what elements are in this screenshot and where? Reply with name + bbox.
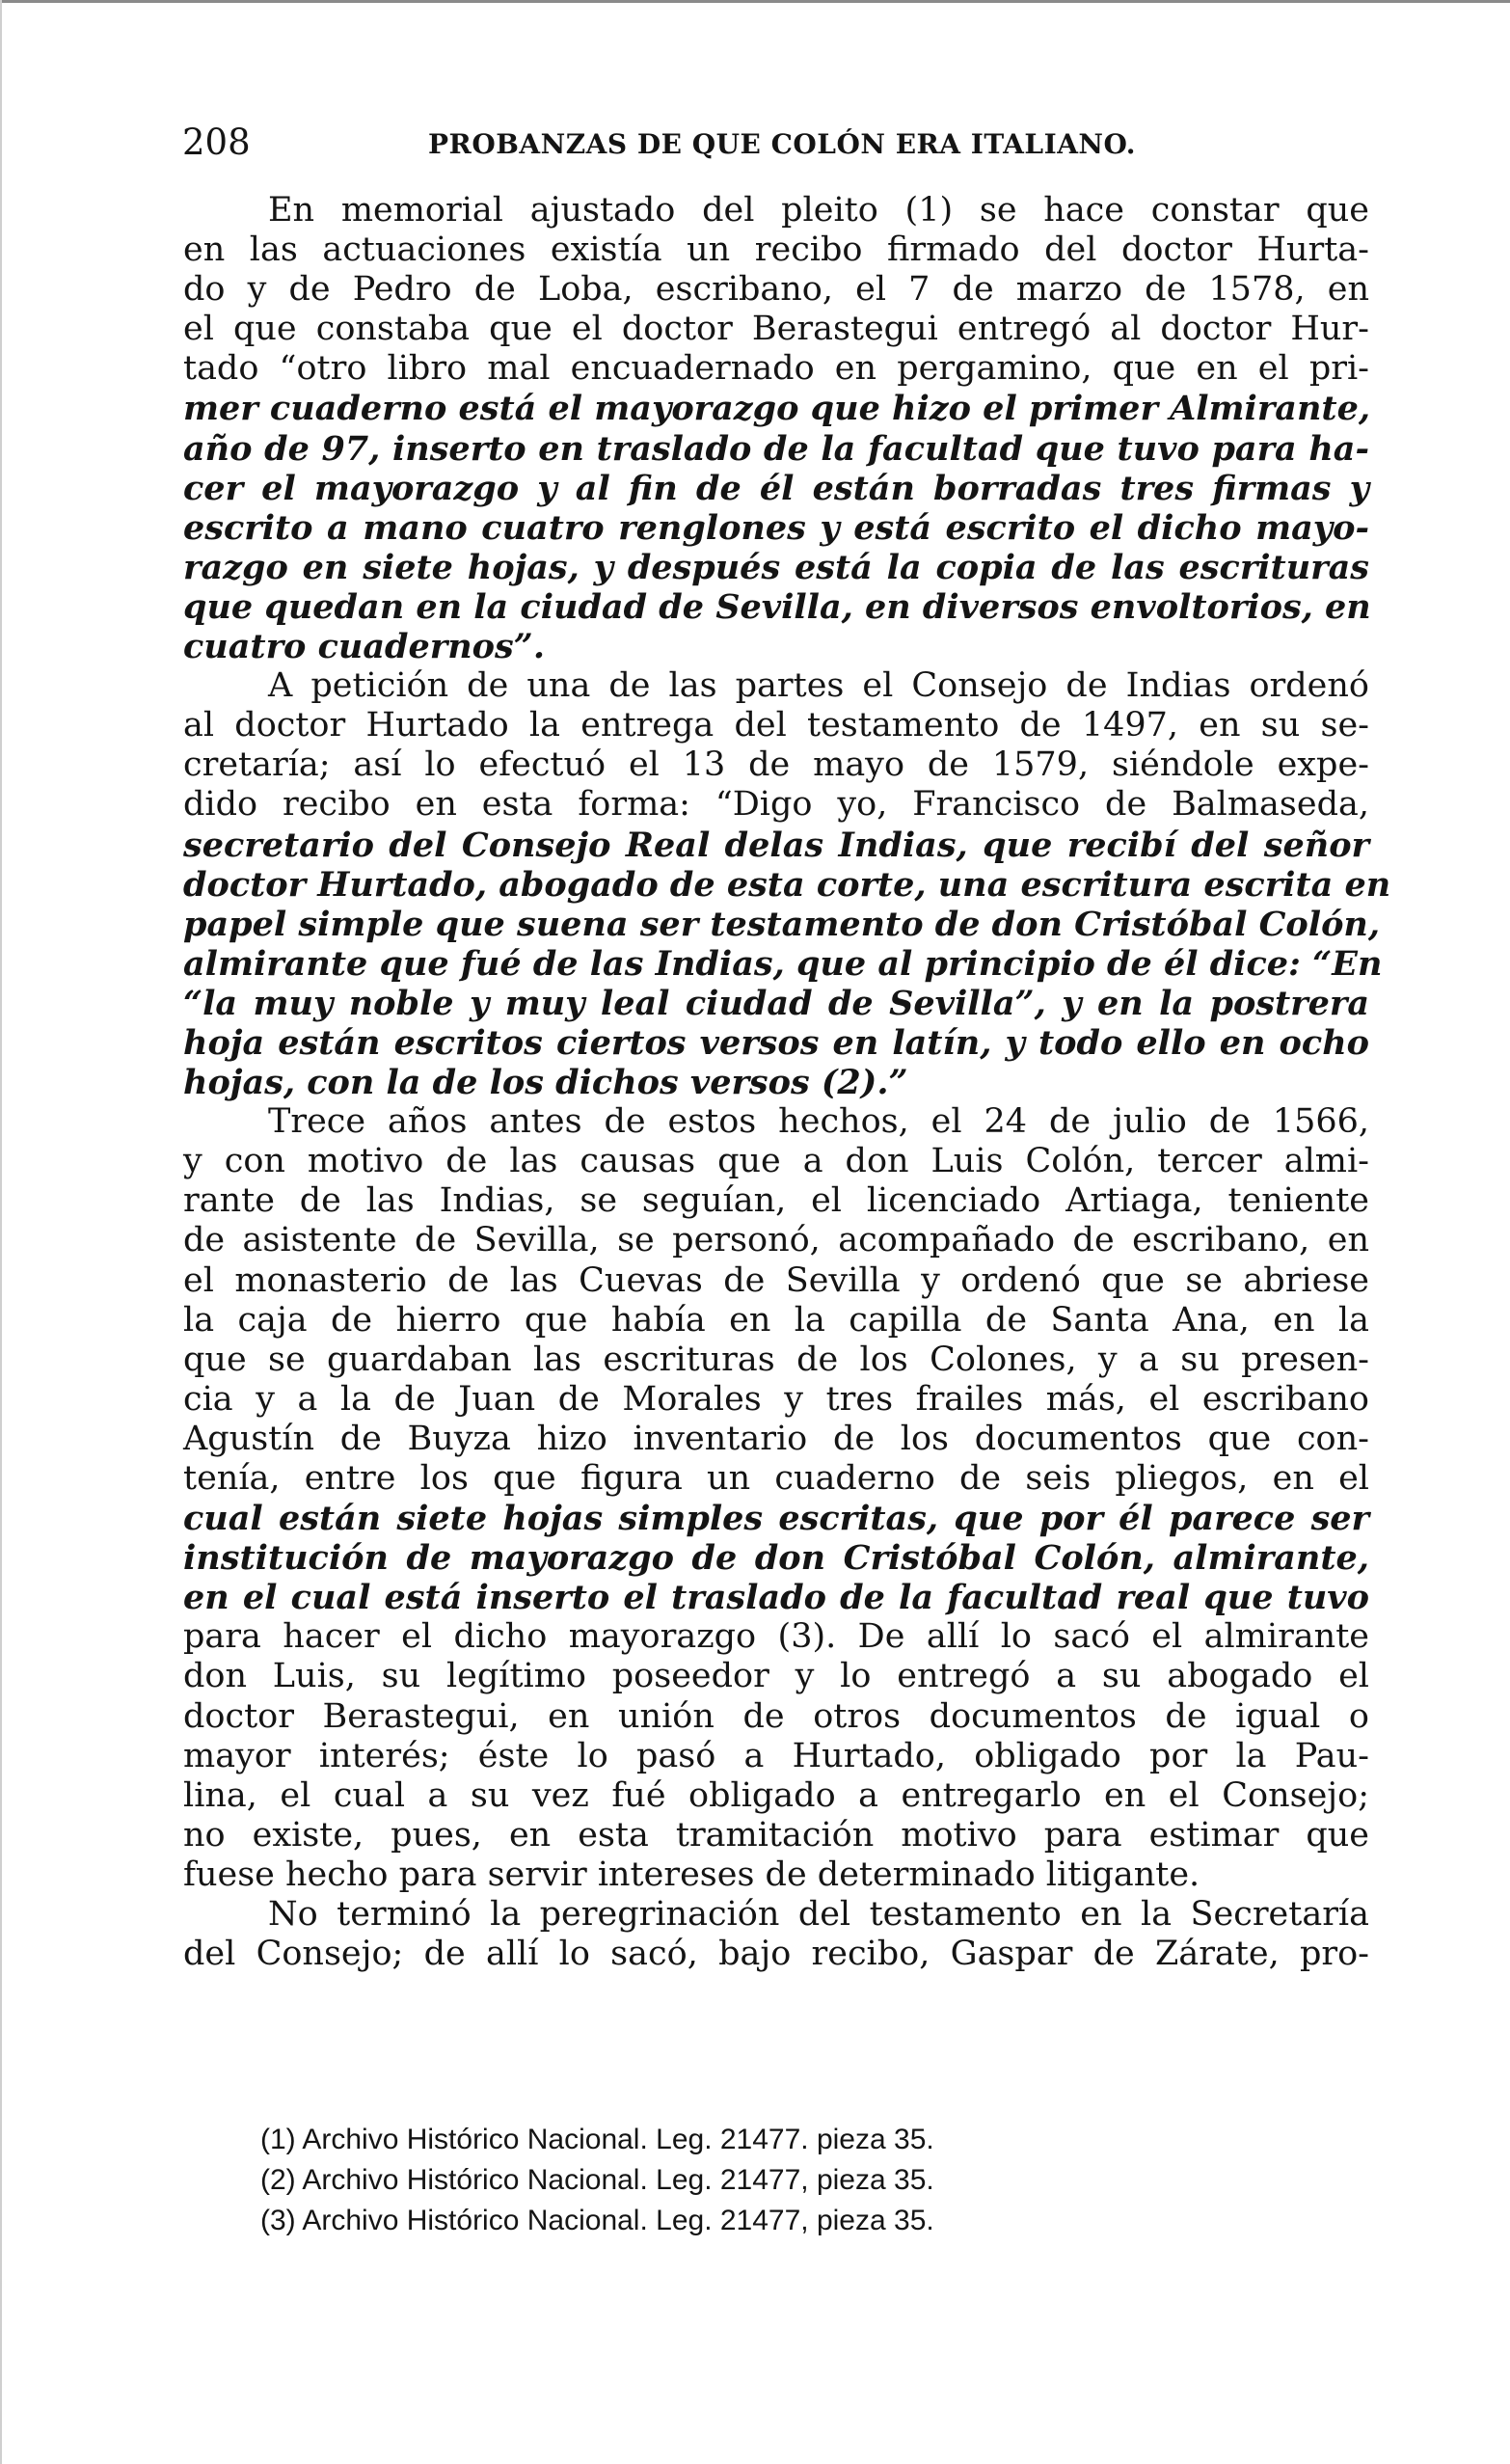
text-line: y con motivo de las causas que a don Luis Colón, tercer almi-: [183, 1142, 1369, 1181]
text-line: en el cual está inserto el traslado de la facultad real que tuvo: [183, 1578, 1369, 1618]
text-line: cretaría; así lo efectuó el 13 de mayo de 1579, siéndole expe-: [183, 745, 1369, 785]
text-line: doctor Hurtado, abogado de esta corte, una escritura escrita en: [183, 864, 1391, 905]
text-line: Trece años antes de estos hechos, el 24 de julio de 1566,: [268, 1102, 1369, 1142]
text-line: que se guardaban las escrituras de los Colones, y a su presen-: [183, 1340, 1369, 1379]
footnote: (3) Archivo Histórico Nacional. Leg. 21477, pieza 35.: [260, 2205, 934, 2236]
text-line: hojas, con la de los dichos versos (2).”: [183, 1063, 908, 1103]
text-line: en las actuaciones existía un recibo firmado del doctor Hurta-: [183, 230, 1369, 270]
text-line: rante de las Indias, se seguían, el licenciado Artiaga, teniente: [183, 1181, 1369, 1221]
text-line: al doctor Hurtado la entrega del testamento de 1497, en su se-: [183, 706, 1369, 745]
text-line: que quedan en la ciudad de Sevilla, en diversos envoltorios, en: [183, 586, 1371, 627]
text-line: do y de Pedro de Loba, escribano, el 7 de marzo de 1578, en: [183, 270, 1369, 310]
text-line: cual están siete hojas simples escritas, que por él parece ser: [183, 1499, 1369, 1539]
text-line: escrito a mano cuatro renglones y está escrito el dicho mayo-: [183, 507, 1369, 548]
text-line: cuatro cuadernos”.: [183, 627, 546, 667]
text-line: cer el mayorazgo y al fin de él están borradas tres firmas y: [183, 468, 1369, 508]
body-text: [183, 191, 1391, 1974]
text-line: secretario del Consejo Real delas Indias, que recibí del señor: [183, 825, 1369, 865]
text-line: En memorial ajustado del pleito (1) se hace constar que: [268, 191, 1369, 230]
text-line: mayor interés; éste lo pasó a Hurtado, obligado por la Pau-: [183, 1736, 1369, 1775]
text-line: A petición de una de las partes el Consejo de Indias ordenó: [268, 666, 1369, 706]
text-line: hoja están escritos ciertos versos en latín, y todo ello en ocho: [183, 1022, 1369, 1063]
text-line: año de 97, inserto en traslado de la facultad que tuvo para ha-: [183, 428, 1369, 469]
left-border: [0, 0, 2, 2464]
text-line: no existe, pues, en esta tramitación motivo para estimar que: [183, 1815, 1369, 1855]
text-line: cia y a la de Juan de Morales y tres frailes más, el escribano: [183, 1379, 1369, 1419]
text-line: del Consejo; de allí lo sacó, bajo recibo, Gaspar de Zárate, pro-: [183, 1935, 1369, 1974]
text-line: don Luis, su legítimo poseedor y lo entregó a su abogado el: [183, 1657, 1369, 1696]
footnote: (1) Archivo Histórico Nacional. Leg. 21477. pieza 35.: [260, 2124, 934, 2155]
text-line: “la muy noble y muy leal ciudad de Sevilla”, y en la postrera: [183, 983, 1369, 1023]
text-line: lina, el cual a su vez fué obligado a entregarlo en el Consejo;: [183, 1775, 1369, 1815]
text-line: razgo en siete hojas, y después está la copia de las escrituras: [183, 547, 1369, 587]
page-number: 208: [182, 122, 251, 163]
text-line: No terminó la peregrinación del testamento en la Secretaría: [268, 1895, 1369, 1935]
text-line: tado “otro libro mal encuadernado en pergamino, que en el pri-: [183, 349, 1369, 389]
top-border: [0, 0, 1510, 3]
page-header: [182, 122, 1368, 164]
text-line: Agustín de Buyza hizo inventario de los documentos que con-: [183, 1419, 1369, 1458]
text-line: la caja de hierro que había en la capilla de Santa Ana, en la: [183, 1300, 1369, 1340]
text-line: almirante que fué de las Indias, que al principio de él dice: “En: [183, 943, 1383, 984]
text-line: institución de mayorazgo de don Cristóbal Colón, almirante,: [183, 1538, 1369, 1579]
text-line: fuese hecho para servir intereses de determinado litigante.: [183, 1855, 1200, 1894]
text-line: para hacer el dicho mayorazgo (3). De allí lo sacó el almirante: [183, 1617, 1369, 1657]
footnotes: [260, 2120, 1369, 2241]
text-line: el monasterio de las Cuevas de Sevilla y ordenó que se abriese: [183, 1260, 1369, 1300]
text-line: el que constaba que el doctor Berastegui entregó al doctor Hur-: [183, 310, 1369, 349]
text-line: dido recibo en esta forma: “Digo yo, Francisco de Balmaseda,: [183, 785, 1369, 825]
text-line: doctor Berastegui, en unión de otros documentos de igual o: [183, 1696, 1369, 1736]
footnote: (2) Archivo Histórico Nacional. Leg. 21477, pieza 35.: [260, 2164, 934, 2196]
text-line: mer cuaderno está el mayorazgo que hizo el primer Almirante,: [183, 389, 1371, 429]
text-line: tenía, entre los que figura un cuaderno de seis pliegos, en el: [183, 1459, 1369, 1498]
text-line: de asistente de Sevilla, se personó, acompañado de escribano, en: [183, 1221, 1369, 1260]
running-title: PROBANZAS DE QUE COLÓN ERA ITALIANO.: [428, 128, 1137, 160]
text-line: papel simple que suena ser testamento de don Cristóbal Colón,: [183, 904, 1381, 944]
